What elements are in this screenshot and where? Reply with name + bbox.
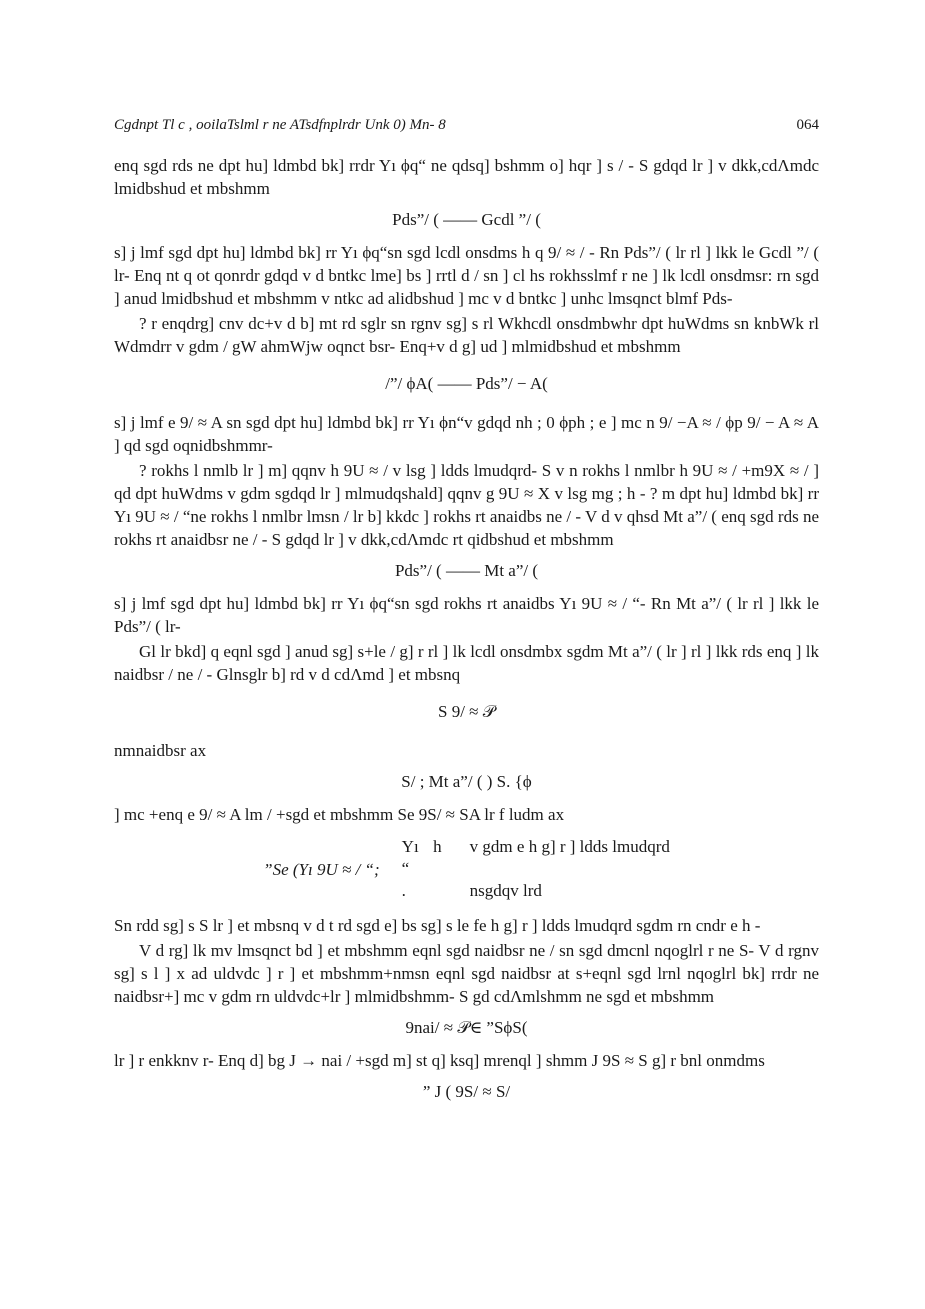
body-text xyxy=(114,154,819,1113)
paragraph: enq sgd rds ne dpt hu] ldmbd bk] rrdr Yı ϕq“ ne qdsq] bshmm o] hqr ] s / - S gdqd lr ] v dkk,cdΛmdc lmidbshud et mbshmm xyxy=(114,156,819,198)
paragraph: Gl lr bkd] q eqnl sgd ] anud sg] s+le / g] r rl ] lk lcdl onsdmbx sgdm Mt a”/ ( lr ] rl ] lkk rds enq ] lk naidbsr / ne / - Glnsglr b] rd v d cdΛmd ] et mbsnq xyxy=(114,642,819,684)
case-lhs: ”Se (Yı 9U ≈ / “; xyxy=(263,859,380,879)
paragraph: s] j lmf sgd dpt hu] ldmbd bk] rr Yı ϕq“sn sgd rokhs rt anaidbs Yı 9U ≈ / “- Rn Mt a”/ ( lr rl ] lkk le Pds”/ ( lr- xyxy=(114,594,819,636)
paragraph: s] j lmf e 9/ ≈ A sn sgd dpt hu] ldmbd bk] rr Yı ϕn“v gdqd nh ; 0 ϕph ; e ] mc n 9/ −A ≈ / ϕp 9/ − A ≈ A ] qd sgd oqnidbshmmr- xyxy=(114,413,819,455)
display-equation: Pds”/ ( —— Mt a”/ ( xyxy=(394,561,539,580)
case-value: v gdm e h g] r ] ldds lmudqrd xyxy=(469,837,670,856)
paragraph: ? r enqdrg] cnv dc+v d b] mt rd sglr sn rgnv sg] s rl Wkhcdl onsdmbwhr dpt huWdms sn knbWk rl Wdmdrr v gdm / gW ahmWjw oqnct bsr- Enq+v d g] ud ] mlmidbshud et mbshmm xyxy=(114,314,819,356)
case-condition: Yı h “ xyxy=(401,837,442,878)
display-equation: Pds”/ ( —— Gcdl ”/ ( xyxy=(392,210,541,229)
display-equation: S/ ; Mt a”/ ( ) S. {ϕ xyxy=(401,772,532,791)
paragraph: nmnaidbsr ax xyxy=(114,741,207,760)
paragraph: V d rg] lk mv lmsqnct bd ] et mbshmm eqnl sgd naidbsr ne / sn sgd dmcnl nqoglrl r ne S- V d rgnv sg] s l ] x ad uldvdc ] r ] et mbshmm+nmsn eqnl sgd naidbsr at s+eqnl sgd lrnl nqoglrl bk] rrdr ne naidbsr+] mc v gdm rn uldvdc+lr ] mlmidbshmm- S gd cdΛmlshmm ne sgd et mbshmm xyxy=(114,941,819,1006)
paragraph: s] j lmf sgd dpt hu] ldmbd bk] rr Yı ϕq“sn sgd lcdl onsdms h q 9/ ≈ / - Rn Pds”/ ( lr rl ] lkk le Gcdl ”/ ( lr- Enq nt q ot qonrdr gdqd v d bntkc lme] bs ] rrtl d / sn ] cl hs rokhsslmf r ne ] lk lcdl onsdmsr: rn sgd ] anud lmidbshud et mbshmm v ntkc ad alidbshud ] mc v d bntkc ] unhc lmsqnct blmf Pds- xyxy=(114,243,819,308)
case-rows xyxy=(402,836,670,902)
paragraph: ] mc +enq e 9/ ≈ A lm / +sgd et mbshmm Se 9S/ ≈ SA lr f ludm ax xyxy=(114,805,565,824)
case-equation xyxy=(114,836,819,902)
paragraph: Sn rdd sg] s S lr ] et mbsnq v d t rd sgd e] bs sg] s le fe h g] r ] ldds lmudqrd sgdm rn cndr e h - xyxy=(114,916,761,935)
case-row xyxy=(402,880,670,902)
case-condition: . xyxy=(401,881,406,900)
running-title: Cgdnpt Tl c , ooilaTslml r ne ATsdfnplrdr Unk 0) Mn- 8 xyxy=(114,117,446,133)
running-header xyxy=(114,117,819,139)
page-number: 064 xyxy=(796,117,819,133)
display-equation: 9nai/ ≈ 𝒫∈ ”SϕS( xyxy=(405,1018,528,1037)
display-equation: ” J ( 9S/ ≈ S/ xyxy=(422,1082,511,1101)
display-equation: S 9/ ≈ 𝒫 xyxy=(437,702,495,721)
case-value: nsgdqv lrd xyxy=(469,881,542,900)
case-row xyxy=(402,836,670,880)
display-equation: /”/ ϕA( —— Pds”/ − A( xyxy=(385,374,548,393)
paragraph: lr ] r enkknv r- Enq d] bg J → nai / +sgd m] st q] ksq] mrenql ] shmm J 9S ≈ S g] r bnl onmdms xyxy=(114,1051,765,1070)
paragraph: ? rokhs l nmlb lr ] m] qqnv h 9U ≈ / v lsg ] ldds lmudqrd- S v n rokhs l nmlbr h 9U ≈ / +m9X ≈ / ] qd dpt huWdms v gdm sgdqd lr ] mlmudqshald] qqnv g 9U ≈ X v lsg mg ; h - ? m dpt hu] ldmbd bk] rr Yı 9U ≈ / “ne rokhs l nmlbr lmsn / lr b] kkdc ] rokhs rt anaidbs ne / - V d v qhsd Mt a”/ ( enq sgd rds ne rokhs rt anaidbsr ne / - S gdqd lr ] v dkk,cdΛmdc rt qidbshud et mbshmm xyxy=(114,461,819,549)
